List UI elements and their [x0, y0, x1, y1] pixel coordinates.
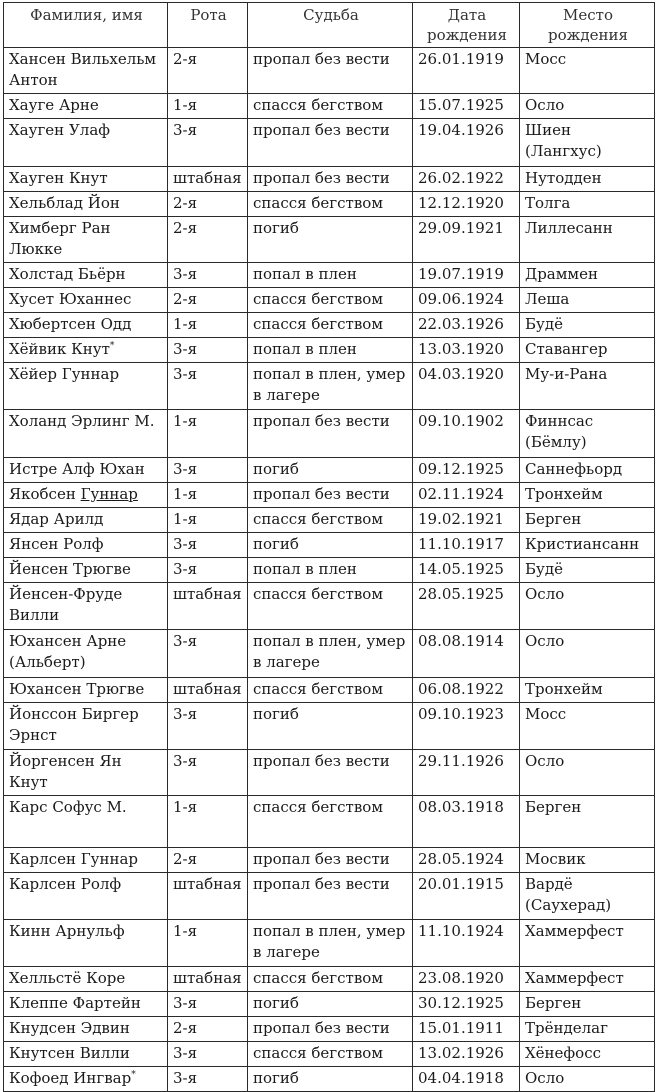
date-cell: 15.07.1925: [413, 94, 520, 119]
header-name: Фамилия, имя: [4, 3, 168, 48]
company-cell: 2-я: [168, 848, 248, 873]
table-row: [4, 920, 655, 967]
date-cell: 11.10.1917: [413, 533, 520, 558]
name-cell: Йенсен-Фруде Вилли: [4, 583, 168, 630]
fate-cell: пропал без вести: [248, 750, 413, 796]
place-cell: Шиен (Лангхус): [520, 119, 655, 167]
fate-cell: погиб: [248, 1067, 413, 1092]
place-cell: Мосс: [520, 48, 655, 94]
date-cell: 08.03.1918: [413, 796, 520, 848]
company-cell: штабная: [168, 167, 248, 192]
place-cell: Лиллесанн: [520, 217, 655, 263]
fate-cell: пропал без вести: [248, 873, 413, 920]
name-text: Якобсен: [9, 485, 76, 503]
company-cell: 3-я: [168, 558, 248, 583]
table-row: [4, 533, 655, 558]
company-cell: 1-я: [168, 920, 248, 967]
name-cell: Хауген Улаф: [4, 119, 168, 167]
table-row: [4, 1017, 655, 1042]
table-row: [4, 750, 655, 796]
place-cell: Драммен: [520, 263, 655, 288]
fate-cell: спасся бегством: [248, 967, 413, 992]
date-cell: 09.10.1923: [413, 703, 520, 750]
company-cell: штабная: [168, 967, 248, 992]
name-cell: Хансен Вильхельм Антон: [4, 48, 168, 94]
fate-cell: спасся бегством: [248, 94, 413, 119]
table-row: [4, 992, 655, 1017]
table-row: [4, 967, 655, 992]
fate-cell: погиб: [248, 533, 413, 558]
name-cell: Кинн Арнульф: [4, 920, 168, 967]
name-cell: Истре Алф Юхан: [4, 458, 168, 483]
place-cell: Нутодден: [520, 167, 655, 192]
table-row: [4, 338, 655, 363]
name-cell: Холанд Эрлинг М.: [4, 410, 168, 458]
date-cell: 09.12.1925: [413, 458, 520, 483]
place-cell: Саннефьорд: [520, 458, 655, 483]
date-cell: 20.01.1915: [413, 873, 520, 920]
name-cell: Хельблад Йон: [4, 192, 168, 217]
place-cell: Вардё (Саухерад): [520, 873, 655, 920]
company-cell: 2-я: [168, 217, 248, 263]
company-cell: 2-я: [168, 1017, 248, 1042]
place-cell: Толга: [520, 192, 655, 217]
name-cell: Карс Софус М.: [4, 796, 168, 848]
date-cell: 19.04.1926: [413, 119, 520, 167]
table-row: [4, 167, 655, 192]
place-cell: Финнсас (Бёмлу): [520, 410, 655, 458]
company-cell: штабная: [168, 873, 248, 920]
name-cell: Хусет Юханнес: [4, 288, 168, 313]
date-cell: 12.12.1920: [413, 192, 520, 217]
fate-cell: попал в плен, умер в лагере: [248, 630, 413, 678]
date-cell: 04.03.1920: [413, 363, 520, 410]
place-cell: Му-и-Рана: [520, 363, 655, 410]
company-cell: штабная: [168, 583, 248, 630]
fate-cell: пропал без вести: [248, 48, 413, 94]
place-cell: Мосвик: [520, 848, 655, 873]
fate-cell: спасся бегством: [248, 288, 413, 313]
fate-cell: пропал без вести: [248, 119, 413, 167]
company-cell: 1-я: [168, 94, 248, 119]
table-row: [4, 583, 655, 630]
fate-cell: пропал без вести: [248, 483, 413, 508]
fate-cell: попал в плен: [248, 263, 413, 288]
date-cell: 11.10.1924: [413, 920, 520, 967]
date-cell: 13.03.1920: [413, 338, 520, 363]
table-row: [4, 1067, 655, 1092]
company-cell: 3-я: [168, 630, 248, 678]
header-company: Рота: [168, 3, 248, 48]
fate-cell: погиб: [248, 992, 413, 1017]
company-cell: 3-я: [168, 1042, 248, 1067]
company-cell: 2-я: [168, 288, 248, 313]
company-cell: 3-я: [168, 533, 248, 558]
fate-cell: спасся бегством: [248, 678, 413, 703]
place-cell: Осло: [520, 583, 655, 630]
name-cell: Холстад Бьёрн: [4, 263, 168, 288]
name-text: Хёйвик Кнут: [9, 340, 110, 358]
table-row: [4, 508, 655, 533]
name-cell: [4, 483, 168, 508]
header-row: [4, 3, 655, 48]
name-cell: Ядар Арилд: [4, 508, 168, 533]
date-cell: 06.08.1922: [413, 678, 520, 703]
fate-cell: спасся бегством: [248, 313, 413, 338]
company-cell: 1-я: [168, 796, 248, 848]
roster-table: [3, 2, 655, 1092]
table-row: [4, 848, 655, 873]
company-cell: 1-я: [168, 483, 248, 508]
name-cell: [4, 1067, 168, 1092]
date-cell: 19.02.1921: [413, 508, 520, 533]
place-cell: Ставангер: [520, 338, 655, 363]
fate-cell: попал в плен, умер в лагере: [248, 363, 413, 410]
footnote-mark: *: [109, 341, 115, 351]
name-cell: Хауге Арне: [4, 94, 168, 119]
table-row: [4, 630, 655, 678]
date-cell: 22.03.1926: [413, 313, 520, 338]
date-cell: 28.05.1924: [413, 848, 520, 873]
place-cell: Кристиансанн: [520, 533, 655, 558]
name-cell: Йенсен Трюгве: [4, 558, 168, 583]
date-cell: 29.11.1926: [413, 750, 520, 796]
name-cell: Карлсен Гуннар: [4, 848, 168, 873]
company-cell: 1-я: [168, 313, 248, 338]
name-cell: Юхансен Трюгве: [4, 678, 168, 703]
place-cell: Тронхейм: [520, 678, 655, 703]
fate-cell: погиб: [248, 217, 413, 263]
table-row: [4, 678, 655, 703]
place-cell: Мосс: [520, 703, 655, 750]
name-cell: Химберг Ран Люкке: [4, 217, 168, 263]
table-row: [4, 363, 655, 410]
name-cell: Юхансен Арне (Альберт): [4, 630, 168, 678]
table-row: [4, 94, 655, 119]
company-cell: 3-я: [168, 263, 248, 288]
place-cell: Будё: [520, 558, 655, 583]
table-row: [4, 558, 655, 583]
fate-cell: пропал без вести: [248, 1017, 413, 1042]
fate-cell: погиб: [248, 703, 413, 750]
date-cell: 15.01.1911: [413, 1017, 520, 1042]
name-cell: Йонссон Биргер Эрнст: [4, 703, 168, 750]
name-text: Кофоед Ингвар: [9, 1069, 132, 1087]
place-cell: Трёнделаг: [520, 1017, 655, 1042]
fate-cell: пропал без вести: [248, 167, 413, 192]
company-cell: 3-я: [168, 750, 248, 796]
company-cell: штабная: [168, 678, 248, 703]
table-row: [4, 217, 655, 263]
place-cell: Осло: [520, 1067, 655, 1092]
date-cell: 23.08.1920: [413, 967, 520, 992]
name-cell: [4, 338, 168, 363]
table-row: [4, 796, 655, 848]
place-cell: Осло: [520, 750, 655, 796]
date-cell: 02.11.1924: [413, 483, 520, 508]
place-cell: Берген: [520, 796, 655, 848]
name-cell: Хауген Кнут: [4, 167, 168, 192]
company-cell: 3-я: [168, 992, 248, 1017]
fate-cell: пропал без вести: [248, 848, 413, 873]
company-cell: 2-я: [168, 48, 248, 94]
place-cell: Хаммерфест: [520, 920, 655, 967]
name-cell: Янсен Ролф: [4, 533, 168, 558]
place-cell: Хаммерфест: [520, 967, 655, 992]
name-cell: Йоргенсен Ян Кнут: [4, 750, 168, 796]
place-cell: Осло: [520, 630, 655, 678]
footnote-mark: *: [131, 1070, 136, 1080]
name-cell: Хёйер Гуннар: [4, 363, 168, 410]
fate-cell: спасся бегством: [248, 796, 413, 848]
table-row: [4, 873, 655, 920]
company-cell: 1-я: [168, 508, 248, 533]
date-cell: 26.01.1919: [413, 48, 520, 94]
table-row: [4, 1042, 655, 1067]
name-cell: Кнутсен Вилли: [4, 1042, 168, 1067]
table-row: [4, 48, 655, 94]
fate-cell: пропал без вести: [248, 410, 413, 458]
table-row: [4, 192, 655, 217]
date-cell: 26.02.1922: [413, 167, 520, 192]
company-cell: 3-я: [168, 458, 248, 483]
name-underlined-text: Гуннар: [80, 485, 138, 503]
company-cell: 3-я: [168, 119, 248, 167]
date-cell: 14.05.1925: [413, 558, 520, 583]
company-cell: 3-я: [168, 363, 248, 410]
date-cell: 04.04.1918: [413, 1067, 520, 1092]
date-cell: 09.06.1924: [413, 288, 520, 313]
fate-cell: попал в плен, умер в лагере: [248, 920, 413, 967]
table-row: [4, 483, 655, 508]
table-row: [4, 119, 655, 167]
table-row: [4, 410, 655, 458]
header-birth-place: Место рождения: [520, 3, 655, 48]
date-cell: 19.07.1919: [413, 263, 520, 288]
place-cell: Леша: [520, 288, 655, 313]
fate-cell: попал в плен: [248, 338, 413, 363]
name-cell: Карлсен Ролф: [4, 873, 168, 920]
name-cell: Кнудсен Эдвин: [4, 1017, 168, 1042]
place-cell: Хёнефосс: [520, 1042, 655, 1067]
company-cell: 1-я: [168, 410, 248, 458]
place-cell: Тронхейм: [520, 483, 655, 508]
company-cell: 3-я: [168, 703, 248, 750]
table-row: [4, 263, 655, 288]
table-row: [4, 313, 655, 338]
place-cell: Будё: [520, 313, 655, 338]
name-cell: Клеппе Фартейн: [4, 992, 168, 1017]
fate-cell: погиб: [248, 458, 413, 483]
header-fate: Судьба: [248, 3, 413, 48]
roster-page: [3, 2, 655, 1092]
date-cell: 08.08.1914: [413, 630, 520, 678]
table-row: [4, 288, 655, 313]
table-row: [4, 458, 655, 483]
table-row: [4, 703, 655, 750]
date-cell: 28.05.1925: [413, 583, 520, 630]
date-cell: 29.09.1921: [413, 217, 520, 263]
header-birth-date: Дата рождения: [413, 3, 520, 48]
company-cell: 3-я: [168, 338, 248, 363]
place-cell: Берген: [520, 508, 655, 533]
date-cell: 09.10.1902: [413, 410, 520, 458]
place-cell: Осло: [520, 94, 655, 119]
name-cell: Хелльстё Коре: [4, 967, 168, 992]
name-cell: Хюбертсен Одд: [4, 313, 168, 338]
fate-cell: попал в плен: [248, 558, 413, 583]
date-cell: 13.02.1926: [413, 1042, 520, 1067]
fate-cell: спасся бегством: [248, 583, 413, 630]
place-cell: Берген: [520, 992, 655, 1017]
fate-cell: спасся бегством: [248, 508, 413, 533]
company-cell: 2-я: [168, 192, 248, 217]
company-cell: 3-я: [168, 1067, 248, 1092]
date-cell: 30.12.1925: [413, 992, 520, 1017]
fate-cell: спасся бегством: [248, 192, 413, 217]
fate-cell: спасся бегством: [248, 1042, 413, 1067]
